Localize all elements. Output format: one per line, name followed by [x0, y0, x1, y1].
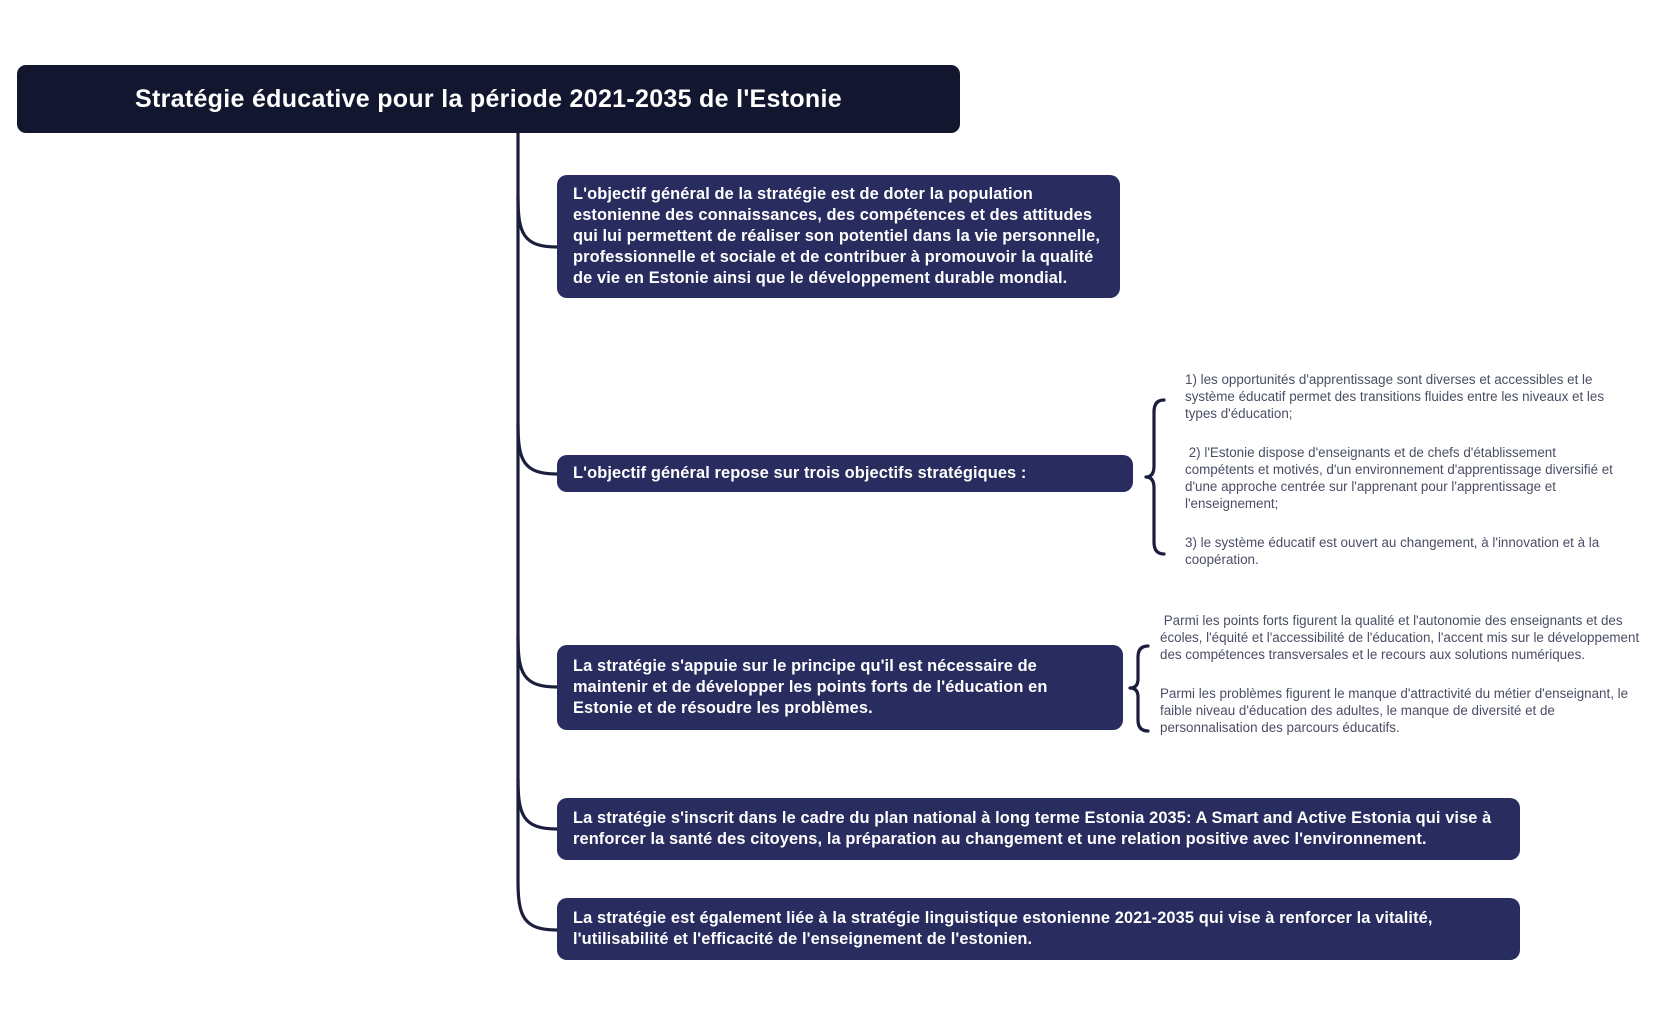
branch-curve-1: [518, 197, 557, 247]
branch-curve-5: [518, 880, 557, 930]
node-objectif-general[interactable]: [557, 175, 1120, 298]
branch-curve-3: [518, 637, 557, 687]
node-strategie-linguistique[interactable]: [557, 898, 1520, 960]
root-node-label: Stratégie éducative pour la période 2021-2035 de l'Estonie: [135, 84, 842, 113]
annotation-points-forts: Parmi les points forts figurent la qualité et l'autonomie des enseignants et des écoles, l'équité et l'accessibilité de l'éducation, l'accent mis sur le développement des compétences transversales et le recours aux solutions numériques.: [1160, 613, 1643, 662]
branch-curve-4: [518, 779, 557, 829]
node-objectifs-strategiques[interactable]: [557, 455, 1133, 492]
brace-objectifs: [1146, 400, 1164, 554]
annotation-objectif-2: 2) l'Estonie dispose d'enseignants et de chefs d'établissement compétents et motivés, d'un environnement d'apprentissage diversifié et d'une approche centrée sur l'apprenant pour l'apprentissage et l'enseignement;: [1185, 445, 1617, 511]
node-objectif-general-label: L'objectif général de la stratégie est de doter la population estonienne des connaissances, des compétences et des attitudes qui lui permettent de réaliser son potentiel dans la vie personnelle, professionnelle et sociale et de contribuer à promouvoir la qualité de vie en Estonie ainsi que le développement durable mondial.: [573, 185, 1100, 287]
node-estonia-2035[interactable]: [557, 798, 1520, 860]
annotation-objectifs-list: [1185, 371, 1621, 568]
annotation-problemes: Parmi les problèmes figurent le manque d'attractivité du métier d'enseignant, le faible niveau d'éducation des adultes, le manque de diversité et de personnalisation des parcours éducatifs.: [1160, 686, 1632, 735]
root-node-title[interactable]: [17, 65, 960, 133]
annotation-objectif-1: 1) les opportunités d'apprentissage sont diverses et accessibles et le système éducatif permet des transitions fluides entre les niveaux et les types d'éducation;: [1185, 372, 1608, 421]
node-objectifs-strategiques-label: L'objectif général repose sur trois objectifs stratégiques :: [573, 464, 1027, 482]
node-strategie-linguistique-label: La stratégie est également liée à la stratégie linguistique estonienne 2021-2035 qui vise à renforcer la vitalité, l'utilisabilité et l'efficacité de l'enseignement de l'estonien.: [573, 909, 1433, 948]
node-points-forts-problemes[interactable]: [557, 645, 1123, 730]
annotation-points-forts-list: [1160, 612, 1643, 736]
brace-points-forts: [1130, 646, 1148, 731]
branch-curve-2: [518, 424, 557, 474]
node-estonia-2035-label: La stratégie s'inscrit dans le cadre du plan national à long terme Estonia 2035: A Smart and Active Estonia qui vise à renforcer la santé des citoyens, la préparation au changement et une relation positive avec l'environnement.: [573, 809, 1492, 848]
node-points-forts-problemes-label: La stratégie s'appuie sur le principe qu'il est nécessaire de maintenir et de développer les points forts de l'éducation en Estonie et de résoudre les problèmes.: [573, 657, 1048, 717]
annotation-objectif-3: 3) le système éducatif est ouvert au changement, à l'innovation et à la coopération.: [1185, 535, 1603, 567]
